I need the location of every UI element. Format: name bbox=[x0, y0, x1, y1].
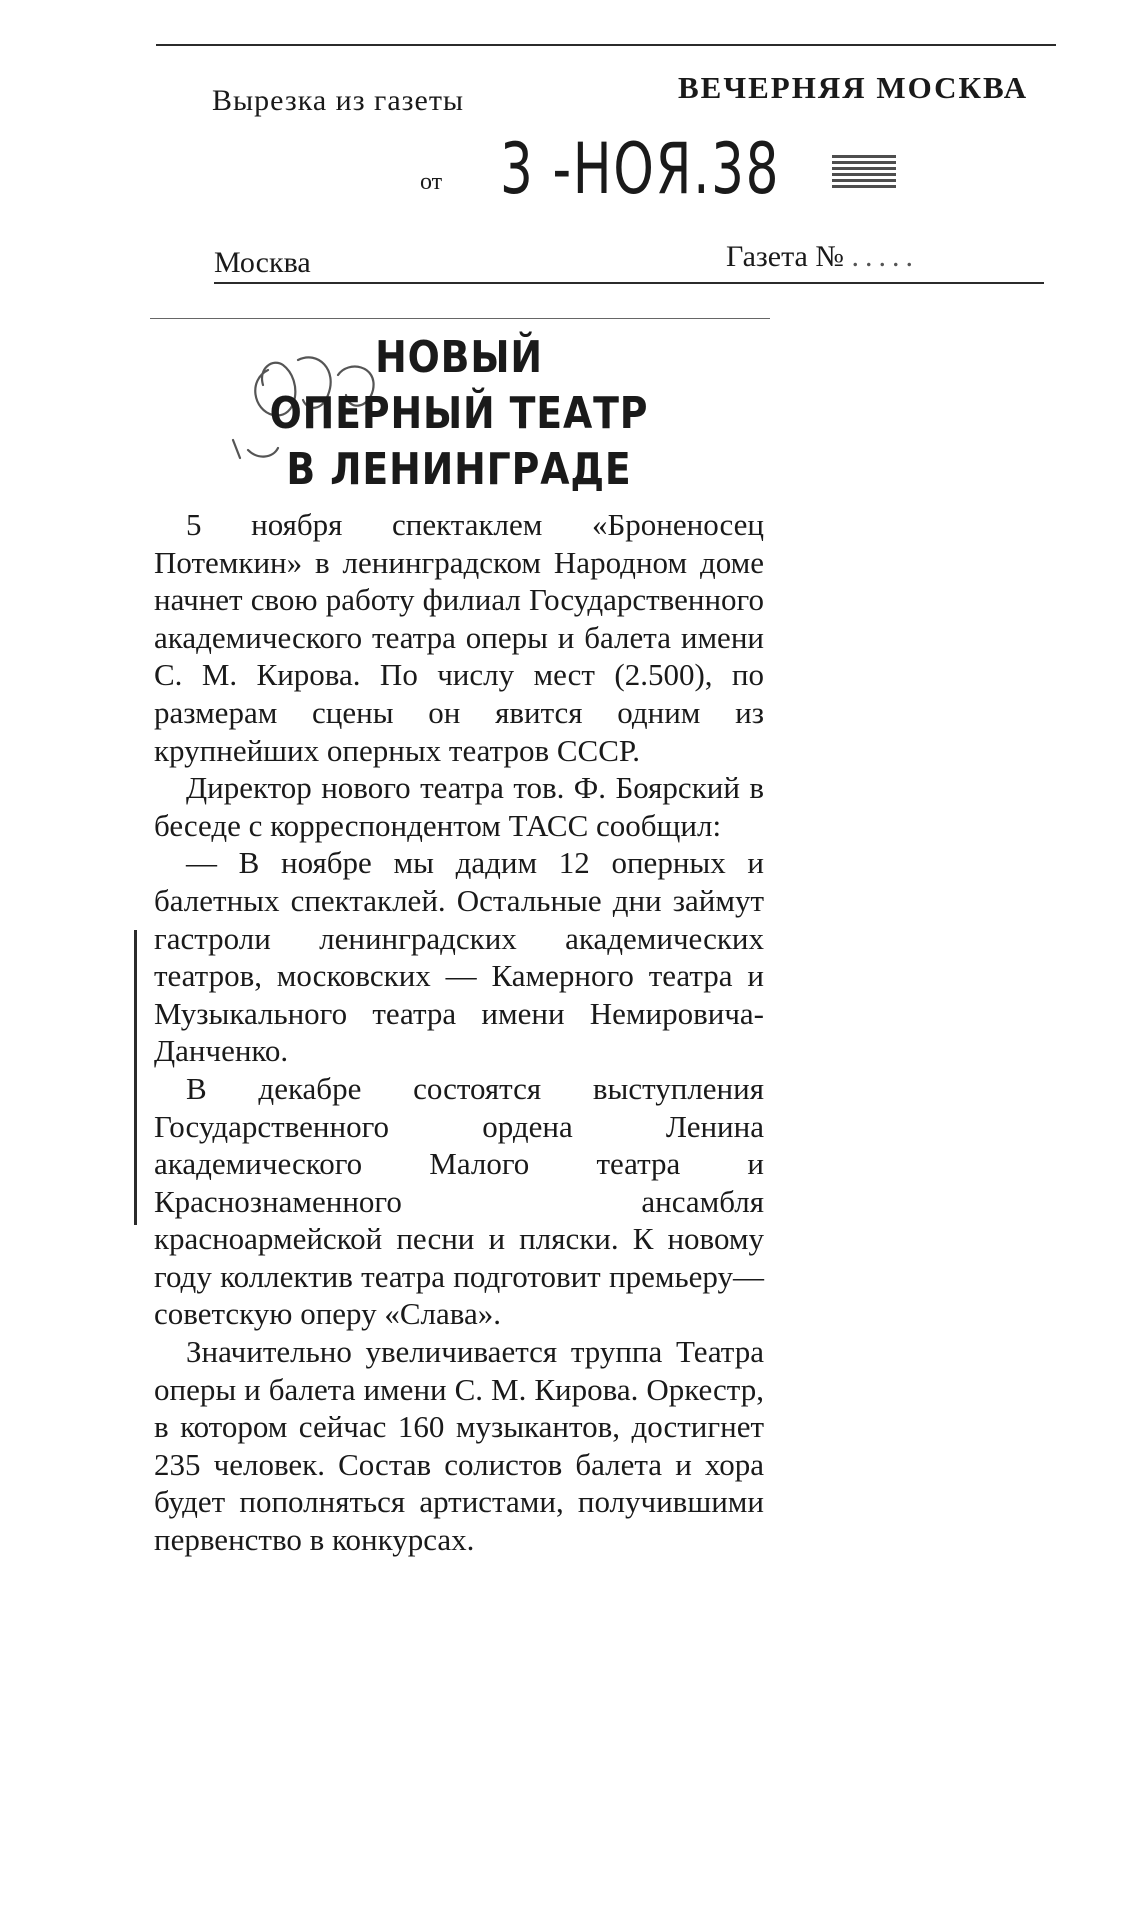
newspaper-name: ВЕЧЕРНЯЯ МОСКВА bbox=[678, 70, 1029, 105]
headline-line: ОПЕРНЫЙ ТЕАТР bbox=[269, 388, 649, 439]
date-stamp: 3 -НОЯ.38 bbox=[500, 128, 781, 210]
gazeta-label: Газета № bbox=[726, 240, 844, 273]
article bbox=[154, 330, 764, 1559]
article-body bbox=[154, 506, 764, 1559]
article-paragraph: 5 ноября спектаклем «Броненосец Потемкин» в ленинградском Народном доме начнет свою работу филиал Государственного академического театра оперы и балета имени С. М. Кирова. По числу мест (2.500), по размерам сцены он явится одним из крупнейших оперных театров СССР. bbox=[154, 507, 764, 768]
date-prefix: от bbox=[420, 169, 443, 195]
article-top-rule bbox=[150, 318, 770, 319]
headline-line: НОВЫЙ bbox=[375, 332, 543, 383]
article-paragraph: — В ноябре мы дадим 12 оперных и балетных спектаклей. Остальные дни займут гастроли ленинградских академических театров, московских — Камерного театра и Музыкального театра имени Немировича-Данченко. bbox=[154, 845, 764, 1069]
top-rule bbox=[156, 44, 1056, 46]
article-paragraph: Значительно увеличивается труппа Театра оперы и балета имени С. М. Кирова. Оркестр, в котором сейчас 160 музыкантов, достигнет 235 человек. Состав солистов балета и хора будет пополняться артистами, получившими первенство в конкурсах. bbox=[154, 1334, 764, 1558]
article-headline bbox=[197, 330, 722, 498]
article-paragraph: Директор нового театра тов. Ф. Боярский в беседе с корреспондентом ТАСС сообщил: bbox=[154, 770, 764, 843]
gazeta-dots: ..... bbox=[851, 240, 919, 273]
date-stamp-smudge bbox=[832, 152, 896, 188]
margin-bracket bbox=[134, 930, 137, 1225]
header-bottom-rule bbox=[214, 282, 1044, 284]
gazeta-number-label bbox=[726, 242, 919, 272]
clipping-label: Вырезка из газеты bbox=[212, 84, 465, 117]
city-label: Москва bbox=[214, 246, 311, 279]
article-paragraph: В декабре состоятся выступления Государственного ордена Ленина академического Малого театра и Краснознаменного ансамбля красноармейской песни и пляски. К новому году коллектив театра подготовит премьеру—советскую оперу «Слава». bbox=[154, 1070, 764, 1332]
headline-line: В ЛЕНИНГРАДЕ bbox=[286, 444, 632, 495]
